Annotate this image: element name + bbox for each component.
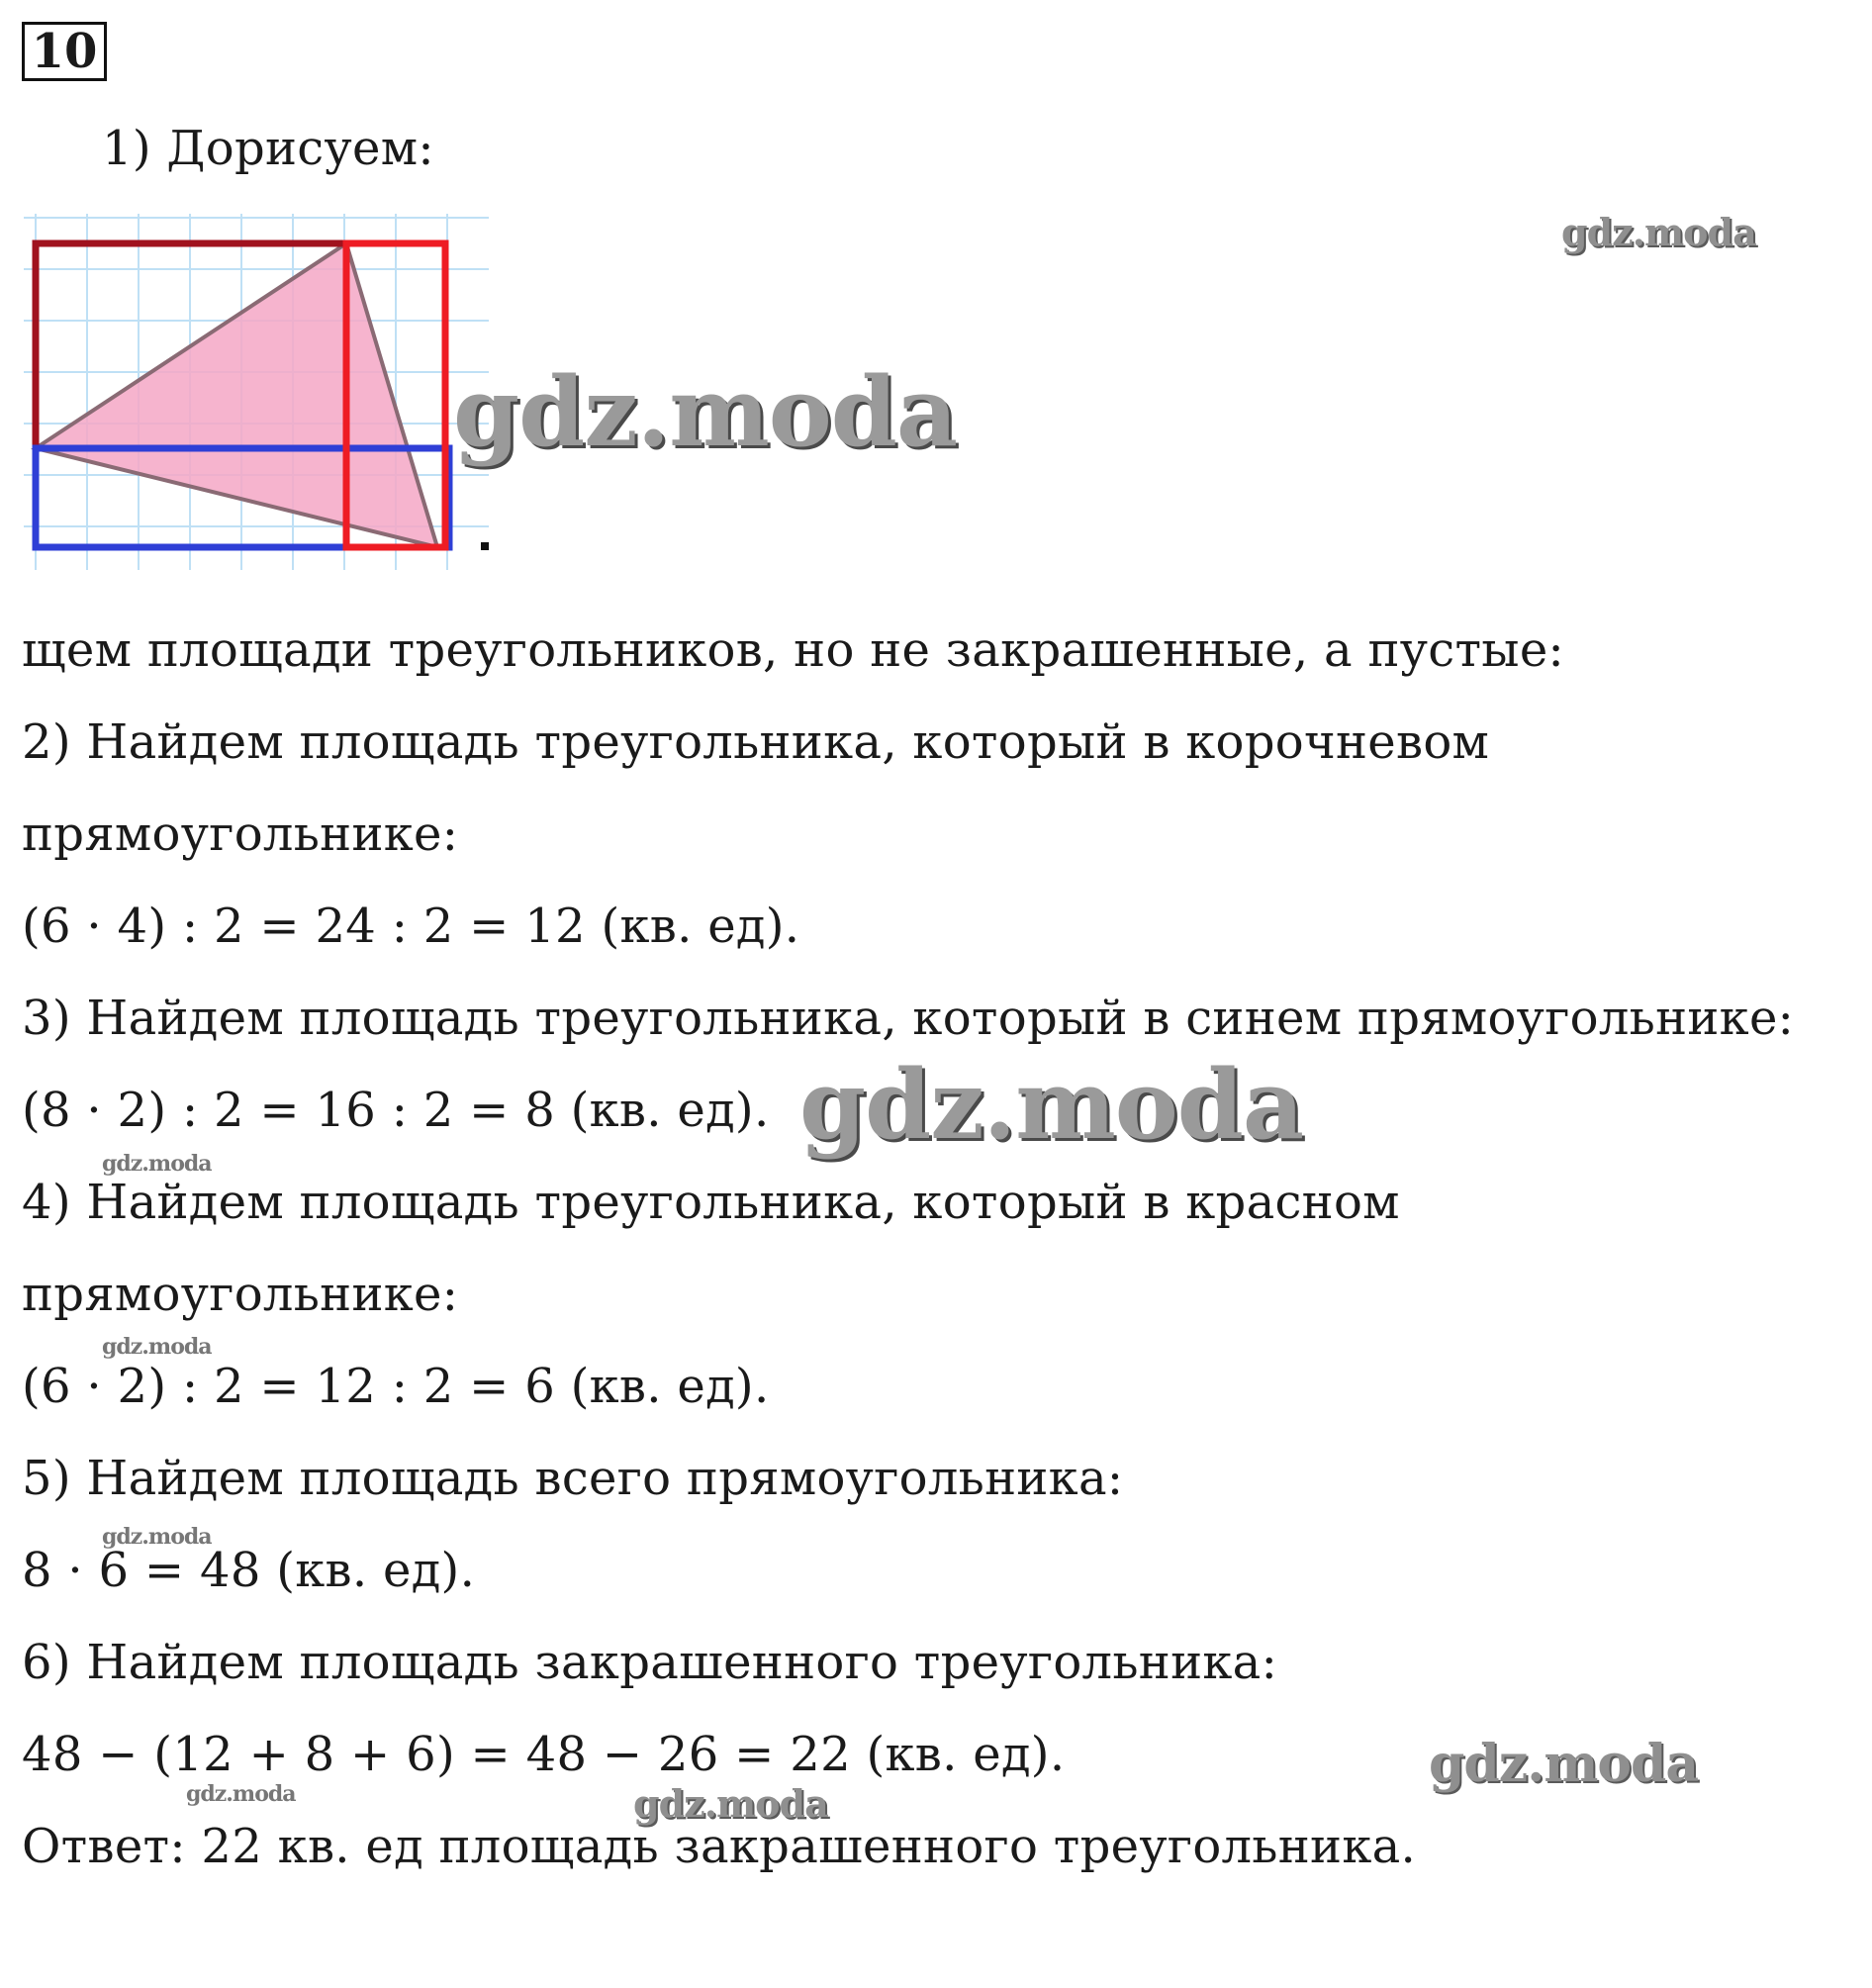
watermark: gdz.moda: [1561, 210, 1756, 254]
step-5-calc: 8 · 6 = 48 (кв. ед).: [22, 1543, 476, 1598]
watermark: gdz.moda: [633, 1781, 828, 1826]
problem-number: 10: [22, 22, 107, 81]
figure-period: [481, 542, 489, 550]
shaded-triangle: [36, 243, 437, 547]
step-5-text: 5) Найдем площадь всего прямоугольника:: [22, 1451, 1124, 1506]
intro-text: щем площади треугольников, но не закрашенные, а пустые:: [22, 622, 1564, 678]
step-6-text: 6) Найдем площадь закрашенного треугольника:: [22, 1635, 1278, 1690]
step-3-calc: (8 · 2) : 2 = 16 : 2 = 8 (кв. ед).: [22, 1083, 770, 1138]
step-4-calc: (6 · 2) : 2 = 12 : 2 = 6 (кв. ед).: [22, 1359, 770, 1414]
step-3-text: 3) Найдем площадь треугольника, который в синем прямоугольнике:: [22, 991, 1795, 1046]
step-6-calc: 48 − (12 + 8 + 6) = 48 − 26 = 22 (кв. ед).: [22, 1727, 1066, 1782]
step-2-text: 2) Найдем площадь треугольника, который в корочневом: [22, 714, 1490, 770]
watermark: gdz.moda: [186, 1781, 296, 1807]
watermark: gdz.moda: [799, 1049, 1304, 1161]
watermark: gdz.moda: [1429, 1734, 1699, 1794]
step-2-calc: (6 · 4) : 2 = 24 : 2 = 12 (кв. ед).: [22, 899, 800, 954]
watermark: gdz.moda: [453, 356, 958, 468]
watermark: gdz.moda: [102, 1334, 212, 1360]
step-4-text: 4) Найдем площадь треугольника, который в красном: [22, 1175, 1400, 1230]
step-2-text-cont: прямоугольнике:: [22, 806, 459, 862]
watermark: gdz.moda: [102, 1151, 212, 1177]
geometry-figure: [24, 214, 489, 570]
step-4-text-cont: прямоугольнике:: [22, 1267, 459, 1322]
step-1-text: 1) Дорисуем:: [102, 121, 434, 176]
answer-text: Ответ: 22 кв. ед площадь закрашенного треугольника.: [22, 1819, 1417, 1874]
watermark: gdz.moda: [102, 1524, 212, 1550]
